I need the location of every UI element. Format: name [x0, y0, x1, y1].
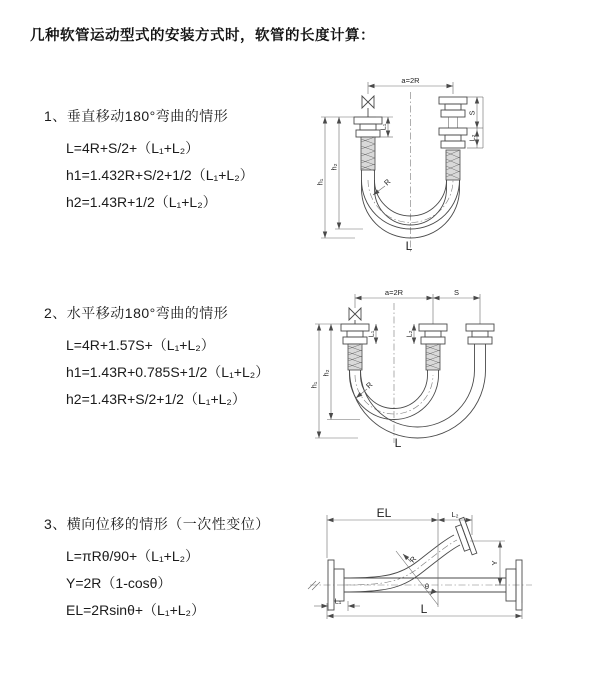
tilted-flange	[454, 517, 477, 556]
dim-label-span: a=2R	[384, 288, 404, 297]
section-heading: 2、水平移动180°弯曲的情形	[44, 305, 229, 321]
top-dimensions	[355, 288, 480, 324]
dim-label-h2: h₂	[329, 163, 339, 171]
dim-label-l2: L₂	[451, 510, 459, 519]
formula-line: h1=1.43R+0.785S+1/2（L₁+L₂）	[66, 364, 270, 380]
dim-label-theta: θ	[424, 582, 430, 591]
formula-line: L=4R+S/2+（L₁+L₂）	[66, 140, 200, 156]
dimensions-right	[467, 97, 483, 148]
valve-icon	[362, 96, 374, 117]
middle-pipe-assembly	[419, 324, 447, 370]
dim-label-l: L	[420, 602, 428, 616]
dim-label-s: S	[467, 110, 477, 116]
diagram-lateral-displacement	[300, 505, 600, 660]
page-title: 几种软管运动型式的安装方式时，软管的长度计算：	[30, 28, 375, 44]
dim-label-l2: L₂	[404, 330, 414, 338]
formula-line: L=4R+1.57S+（L₁+L₂）	[66, 337, 215, 353]
left-pipe-assembly	[341, 324, 369, 370]
dimension-l1	[314, 597, 360, 612]
dimensions-left	[310, 324, 360, 438]
valve-icon	[349, 308, 361, 324]
right-pipe-assembly	[466, 324, 494, 370]
hose-bend-arcs	[350, 370, 486, 438]
dim-label-el: EL	[376, 506, 392, 520]
formula-line: h1=1.432R+S/2+1/2（L₁+L₂）	[66, 167, 254, 183]
dim-label-l1: L₁	[366, 330, 376, 338]
dim-label-h1: h₁	[310, 381, 319, 389]
section-vertical-bend	[44, 106, 254, 216]
dim-label-h1: h₁	[315, 178, 325, 186]
dim-label-r: R	[407, 554, 419, 565]
section-heading: 1、垂直移动180°弯曲的情形	[44, 108, 229, 124]
formula-line: L=πRθ/90+（L₁+L₂）	[66, 548, 200, 564]
dim-label-s: S	[453, 288, 460, 297]
formula-line: h2=1.43R+S/2+1/2（L₁+L₂）	[66, 391, 246, 407]
dim-label-l1: L₁	[334, 596, 342, 606]
dim-label-l2: L₂	[467, 134, 477, 142]
center-line	[308, 581, 532, 590]
section-heading: 3、横向位移的情形（一次性变位）	[44, 516, 270, 532]
radius-leader	[401, 552, 418, 564]
dim-label-h2: h₂	[321, 369, 331, 377]
length-label: L	[405, 239, 413, 253]
diagram-horizontal-180-bend	[310, 283, 600, 453]
dimension-l2	[438, 510, 472, 535]
dim-label-r: R	[364, 380, 375, 391]
dim-label-span: a=2R	[401, 76, 420, 85]
diagram-vertical-180-bend	[315, 72, 570, 262]
dimension-l2	[405, 324, 417, 344]
dim-label-r: R	[382, 177, 393, 188]
formula-line: EL=2Rsinθ+（L₁+L₂）	[66, 602, 205, 618]
section-lateral-displacement	[44, 514, 270, 624]
length-label: L	[394, 436, 402, 450]
dimension-l1	[376, 117, 393, 137]
top-dimension	[368, 76, 453, 94]
formula-line: Y=2R（1-cosθ）	[66, 575, 172, 591]
section-horizontal-bend	[44, 303, 269, 413]
dimension-l	[327, 602, 522, 619]
dimension-l1	[367, 324, 379, 344]
right-pipe-assembly	[439, 97, 467, 189]
dim-label-l1: L₁	[378, 123, 388, 131]
formula-line: h2=1.43R+1/2（L₁+L₂）	[66, 194, 217, 210]
dim-label-y: Y	[490, 560, 499, 566]
